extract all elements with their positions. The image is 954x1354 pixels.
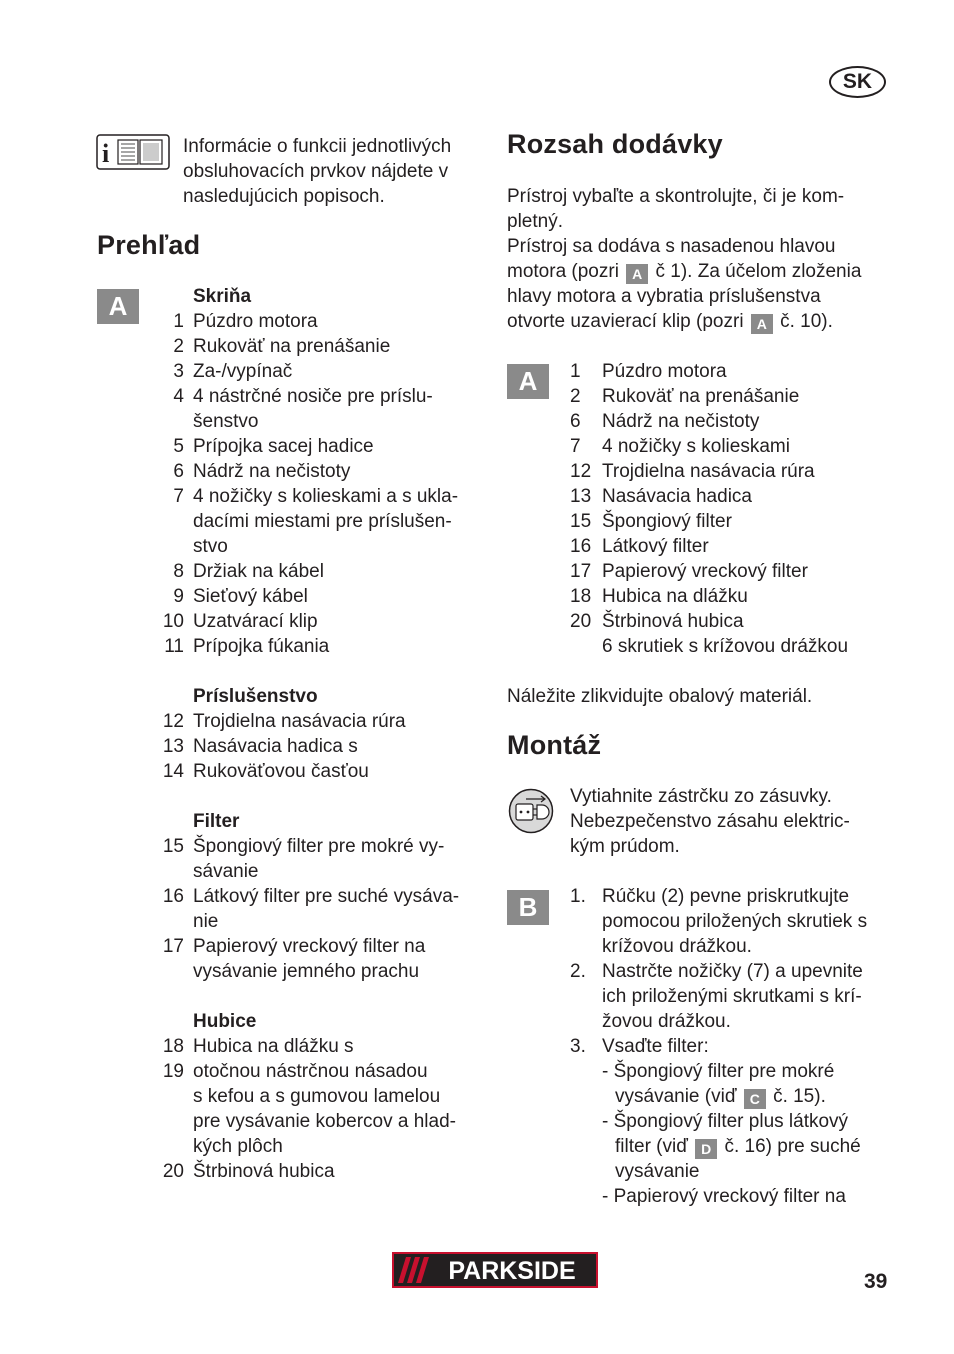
list-item-number: 11 — [164, 636, 184, 657]
list-item-number: 10 — [162, 611, 184, 632]
list-item-text: Sieťový kábel — [193, 586, 308, 607]
subsection-heading: Hubice — [193, 1011, 257, 1032]
text-line: motora (pozri A č 1). Za účelom zloženia — [507, 261, 862, 282]
list-item-number: 7 — [173, 486, 184, 507]
list-item-text: 6 skrutiek s krížovou drážkou — [602, 636, 849, 657]
list-item-number: 15 — [570, 511, 592, 532]
list-item-text: dacími miestami pre príslušen- — [193, 511, 452, 532]
list-item-number: 20 — [570, 611, 592, 632]
language-badge: SK — [829, 66, 886, 98]
warning-text — [570, 784, 850, 859]
list-item-number: 18 — [570, 586, 592, 607]
list-item-text: Nasávacia hadica — [602, 486, 752, 507]
list-item-text: Hubica na dlážku s — [193, 1036, 354, 1057]
list-item-text: pre vysávanie kobercov a hlad- — [193, 1111, 456, 1132]
list-item-text: 4 nožičky s kolieskami a s ukla- — [193, 486, 459, 507]
filter-option-line: vysávanie — [615, 1161, 700, 1182]
list-item-text: Látkový filter — [602, 536, 709, 557]
list-item-number: 7 — [570, 436, 581, 457]
list-item-number: 14 — [162, 761, 184, 782]
step-3: 3. Vsaďte filter: — [570, 1036, 709, 1057]
text-line: Nebezpečenstvo zásahu elektric- — [570, 811, 850, 832]
figure-badge-a: A — [97, 289, 139, 324]
figure-ref-badge-a: A — [626, 264, 648, 284]
list-item-number: 15 — [162, 836, 184, 857]
list-item-text: 4 nožičky s kolieskami — [602, 436, 790, 457]
list-item-text: vysávanie jemného prachu — [193, 961, 420, 982]
info-line: Informácie o funkcii jednotlivých — [183, 136, 452, 157]
list-item-text: Držiak na kábel — [193, 561, 324, 582]
info-book-icon — [96, 134, 170, 170]
text-line: Prístroj sa dodáva s nasadenou hlavou — [507, 236, 836, 257]
list-item-text: Štrbinová hubica — [193, 1161, 335, 1182]
rozsah-paragraph — [507, 184, 861, 334]
list-item-text: Púzdro motora — [602, 361, 727, 382]
assembly-steps — [570, 884, 900, 1209]
svg-text:i: i — [102, 139, 110, 168]
section-title-montaz: Montáž — [507, 730, 602, 760]
text-line: hlavy motora a vybratia príslušenstva — [507, 286, 821, 307]
list-item-number: 17 — [162, 936, 184, 957]
list-item-number: 6 — [173, 461, 184, 482]
list-item-number: 4 — [173, 386, 184, 407]
list-item-number: 13 — [570, 486, 592, 507]
list-item-text: Nasávacia hadica s — [193, 736, 358, 757]
dispose-text: Náležite zlikvidujte obalový materiál. — [507, 686, 813, 707]
step-1: 1. Rúčku (2) pevne priskrutkujte pomocou priložených skrutiek s krížovou drážkou. — [570, 886, 868, 957]
list-item-number: 9 — [173, 586, 184, 607]
list-item-number: 5 — [173, 436, 184, 457]
text-line: pletný. — [507, 211, 563, 232]
list-item-number: 1 — [173, 311, 184, 332]
list-item-text: 4 nástrčné nosiče pre príslu- — [193, 386, 433, 407]
filter-option-line: vysávanie (viď C č. 15). — [615, 1086, 826, 1107]
list-item-number: 17 — [570, 561, 592, 582]
figure-badge-b: B — [507, 890, 549, 925]
figure-badge-a: A — [507, 364, 549, 399]
filter-options — [602, 1059, 932, 1209]
list-item-text: Papierový vreckový filter — [602, 561, 808, 582]
list-item-number: 1 — [570, 361, 581, 382]
list-item-text: sávanie — [193, 861, 259, 882]
section-title-prehlad: Prehľad — [97, 230, 201, 260]
text-line: kým prúdom. — [570, 836, 680, 857]
list-item-number: 3 — [173, 361, 184, 382]
list-item-number: 2 — [173, 336, 184, 357]
list-item-text: Nádrž na nečistoty — [193, 461, 351, 482]
list-item-text: s kefou a s gumovou lamelou — [193, 1086, 441, 1107]
list-item-number: 13 — [162, 736, 184, 757]
list-item-number: 12 — [570, 461, 592, 482]
figure-ref-badge-d: D — [695, 1139, 717, 1159]
list-item-text: Rukoväť na prenášanie — [193, 336, 391, 357]
filter-option-line: - Špongiový filter plus látkový — [602, 1111, 849, 1132]
list-item-number: 8 — [173, 561, 184, 582]
list-item-text: Púzdro motora — [193, 311, 318, 332]
list-item-number: 6 — [570, 411, 581, 432]
list-item-text: stvo — [193, 536, 228, 557]
list-item-number: 16 — [570, 536, 592, 557]
list-item-number: 20 — [162, 1161, 184, 1182]
step-2: 2. Nastrčte nožičky (7) a upevnite ich priloženými skrutkami s krí- žovou drážkou. — [570, 961, 863, 1032]
list-item-text: Uzatvárací klip — [193, 611, 318, 632]
list-item-text: Papierový vreckový filter na — [193, 936, 426, 957]
list-item-text: Nádrž na nečistoty — [602, 411, 760, 432]
filter-option-line: - Špongiový filter pre mokré — [602, 1061, 835, 1082]
list-item-text: Látkový filter pre suché vysáva- — [193, 886, 460, 907]
section-title-rozsah: Rozsah dodávky — [507, 129, 723, 159]
list-item-text: Špongiový filter pre mokré vy- — [193, 836, 445, 857]
figure-ref-badge-c: C — [744, 1089, 766, 1109]
list-item-text: kých plôch — [193, 1136, 283, 1157]
list-item-number: 2 — [570, 386, 581, 407]
parkside-logo — [392, 1252, 598, 1288]
subsection-heading: Príslušenstvo — [193, 686, 318, 707]
list-item-text: Prípojka sacej hadice — [193, 436, 374, 457]
list-item-text: Rukoväť na prenášanie — [602, 386, 800, 407]
text-line: Vytiahnite zástrčku zo zásuvky. — [570, 786, 832, 807]
subsection-heading: Skriňa — [193, 286, 252, 307]
text-line: Prístroj vybaľte a skontrolujte, či je kom- — [507, 186, 845, 207]
svg-text:PARKSIDE: PARKSIDE — [448, 1257, 576, 1285]
list-item-text: Trojdielna nasávacia rúra — [602, 461, 815, 482]
list-item-number: 19 — [162, 1061, 184, 1082]
list-item-number: 16 — [162, 886, 184, 907]
list-item-text: Štrbinová hubica — [602, 611, 744, 632]
unplug-warning-icon — [508, 788, 554, 834]
info-line: obsluhovacích prvkov nájdete v — [183, 161, 449, 182]
list-item-number: 18 — [162, 1036, 184, 1057]
list-item-text: Hubica na dlážku — [602, 586, 748, 607]
filter-option-line: - Papierový vreckový filter na — [602, 1186, 846, 1207]
subsection-heading: Filter — [193, 811, 240, 832]
list-item-text: šenstvo — [193, 411, 259, 432]
list-item-text: Trojdielna nasávacia rúra — [193, 711, 406, 732]
figure-ref-badge-a: A — [751, 314, 773, 334]
list-item-text: Rukoväťovou časťou — [193, 761, 369, 782]
list-item-text: otočnou nástrčnou násadou — [193, 1061, 428, 1082]
list-item-text: nie — [193, 911, 219, 932]
page-number: 39 — [864, 1270, 888, 1293]
text-line: otvorte uzavierací klip (pozri A č. 10). — [507, 311, 833, 332]
info-line: nasledujúcich popisoch. — [183, 186, 385, 207]
filter-option-line: filter (viď D č. 16) pre suché — [615, 1136, 861, 1157]
info-text — [183, 134, 451, 209]
list-item-number: 12 — [162, 711, 184, 732]
list-item-text: Prípojka fúkania — [193, 636, 330, 657]
list-item-text: Špongiový filter — [602, 511, 732, 532]
list-item-text: Za-/vypínač — [193, 361, 293, 382]
